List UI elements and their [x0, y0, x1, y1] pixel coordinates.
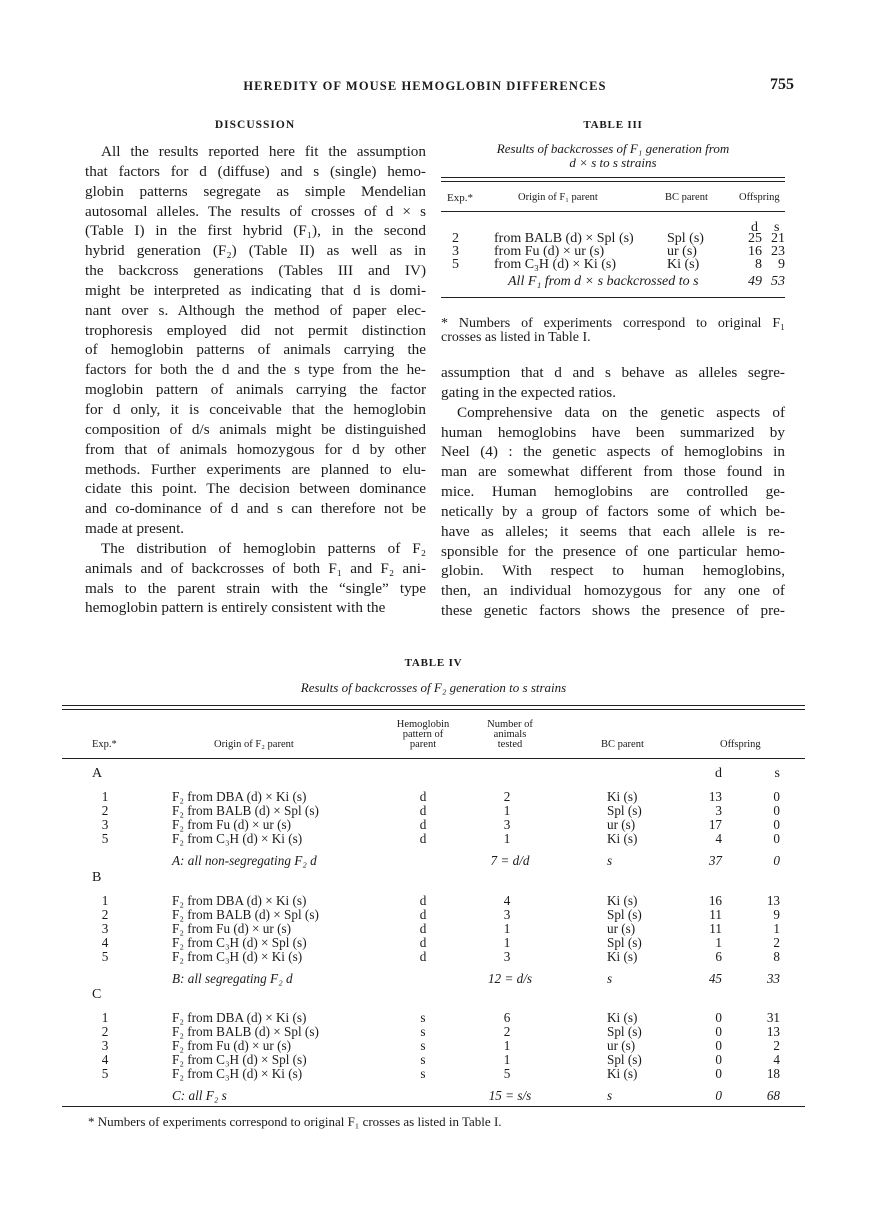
table-iv-pattern: d	[419, 949, 427, 964]
table-iv-summary-label: A: all non-segregating F₂ d	[172, 853, 317, 868]
table-iv-summary-number: 15 = s/s	[488, 1088, 532, 1103]
table-iv-header-pattern-2: pattern of	[402, 729, 444, 740]
section-heading-discussion: DISCUSSION	[214, 119, 296, 131]
table-iv-offspring-s: 0	[773, 789, 780, 804]
table-iv-offspring-s: 4	[773, 1052, 780, 1067]
text-line: and co-dominance of d and s can therefore not be	[85, 500, 426, 518]
table-iii-bottom-rule	[441, 297, 785, 298]
text-line: that factors for d (diffuse) and s (single) hemo-	[85, 162, 426, 180]
table-iv-number: 3	[503, 907, 511, 922]
table-iv-offspring-s: 0	[773, 817, 780, 832]
table-iv-origin: F₂ from Fu (d) × ur (s)	[172, 921, 291, 936]
table-iv-pattern: s	[420, 1038, 426, 1053]
text-line: methods. Further experiments are planned to elu-	[85, 460, 426, 478]
text-line: Comprehensive data on the genetic aspects of	[457, 403, 785, 421]
table-iii-origin: from Fu (d) × ur (s)	[494, 244, 605, 259]
table-iv-origin: F₂ from DBA (d) × Ki (s)	[172, 1010, 307, 1025]
text-line: then, an individual homozygous for any one of	[441, 582, 785, 600]
table-iv-exp: 2	[101, 803, 109, 818]
table-iii-summary-label: All F₁ from d × s backcrossed to s	[508, 274, 699, 289]
table-iv-summary-s: 33	[766, 971, 780, 986]
table-iv-bc-parent: Ki (s)	[607, 1066, 638, 1081]
table-iv-summary-bc: s	[607, 971, 613, 986]
table-iii-header-origin: Origin of F₁ parent	[518, 192, 598, 203]
table-iv-exp: 5	[101, 949, 109, 964]
table-iv-exp: 2	[101, 1024, 109, 1039]
table-iii-top-rule-2	[441, 181, 785, 182]
table-iv-bc-parent: ur (s)	[607, 1038, 636, 1053]
table-iv-summary-s: 68	[766, 1088, 780, 1103]
text-line: hybrid generation (F₂) (Table II) as well as in	[85, 242, 426, 260]
table-iii-summary-d: 49	[748, 274, 762, 289]
text-line: All the results reported here fit the assumption	[101, 143, 426, 160]
text-line: mals to the parent strain with the “single” type	[85, 579, 426, 597]
table-iii-header-exp: Exp.*	[447, 192, 473, 204]
table-iv-number: 5	[503, 1066, 511, 1081]
table-iv-origin: F₂ from BALB (d) × Spl (s)	[172, 1024, 319, 1039]
table-iv-subheader-d: d	[715, 766, 722, 781]
table-iii-subheader-d: d	[751, 220, 758, 235]
table-iii-header-bc: BC parent	[665, 192, 708, 203]
table-iii-title-1: Results of backcrosses of F₁ generation from	[496, 141, 730, 156]
text-line: factors for both the d and the s type from the he-	[85, 361, 426, 379]
table-iv-offspring-s: 2	[773, 935, 780, 950]
table-iv-caption: TABLE IV	[404, 657, 463, 669]
table-iv-header-exp: Exp.*	[92, 739, 117, 750]
table-iv-header-number-2: animals	[493, 729, 527, 740]
table-iv-bc-parent: Spl (s)	[607, 935, 642, 950]
text-line: The distribution of hemoglobin patterns of F₂	[101, 539, 426, 557]
table-iv-pattern: d	[419, 935, 427, 950]
table-iv-offspring-s: 0	[773, 803, 780, 818]
table-iv-exp: 5	[101, 1066, 109, 1081]
table-iii-title-2: d × s to s strains	[569, 155, 657, 170]
table-iii-offspring-d: 25	[748, 231, 762, 246]
table-iv-summary-d: 37	[708, 853, 722, 868]
text-line: of hemoglobin patterns of animals carrying the	[85, 341, 426, 359]
table-iv-bc-parent: Ki (s)	[607, 1010, 638, 1025]
text-line: human hemoglobins have been summarized by	[441, 423, 785, 441]
table-iv-exp: 2	[101, 907, 109, 922]
table-iv-exp: 4	[101, 935, 109, 950]
text-line: (Table I) in the first hybrid (F₁), in the second	[85, 222, 426, 240]
table-iv-bc-parent: Ki (s)	[607, 949, 638, 964]
table-iii-origin: from BALB (d) × Spl (s)	[494, 231, 634, 246]
text-line: the backcross generations (Tables III and IV)	[85, 262, 426, 280]
table-iv-offspring-s: 2	[773, 1038, 780, 1053]
table-iv-number: 1	[503, 1038, 511, 1053]
table-iv-offspring-d: 3	[715, 803, 722, 818]
table-iii-offspring-s: 9	[778, 257, 785, 272]
table-iv-number: 2	[503, 1024, 511, 1039]
text-line: trophoresis employed did not permit distinction	[85, 321, 426, 339]
table-iii-offspring-d: 16	[748, 244, 762, 259]
text-line: netically by a group of factors some of which be-	[441, 502, 785, 520]
text-line: have as alleles; it seems that each allele is re-	[441, 522, 785, 540]
table-iv-pattern: d	[419, 803, 427, 818]
text-line: hemoglobin pattern is entirely consistent with the	[85, 599, 386, 617]
table-iv-number: 3	[503, 817, 511, 832]
table-iii-bc-parent: Spl (s)	[667, 231, 704, 246]
table-iv-offspring-d: 17	[708, 817, 722, 832]
table-iii-bc-parent: ur (s)	[667, 244, 697, 259]
table-iv-origin: F₂ from C₃H (d) × Spl (s)	[172, 935, 307, 950]
table-iv-number: 4	[503, 893, 511, 908]
table-iv-summary-number: 12 = d/s	[487, 971, 533, 986]
table-iv-offspring-d: 4	[715, 831, 722, 846]
table-iii-origin: from C₃H (d) × Ki (s)	[494, 257, 617, 272]
table-iii-header-rule	[441, 211, 785, 212]
table-iii-exp: 5	[452, 257, 459, 272]
table-iv-group-label: A	[92, 766, 103, 781]
text-line: assumption that d and s behave as alleles segre-	[441, 364, 785, 381]
table-iii-subheader-s: s	[774, 220, 780, 235]
running-head: HEREDITY OF MOUSE HEMOGLOBIN DIFFERENCES	[243, 79, 607, 93]
table-iv-group-label: B	[92, 870, 102, 885]
table-iv-pattern: s	[420, 1024, 426, 1039]
text-line: Neel (4) : the genetic aspects of hemoglobins in	[441, 443, 785, 461]
table-iv-header-bc: BC parent	[601, 739, 644, 750]
table-iv-pattern: d	[419, 831, 427, 846]
table-iv-offspring-d: 0	[715, 1052, 722, 1067]
table-iv-offspring-d: 11	[709, 907, 722, 922]
table-iv-origin: F₂ from Fu (d) × ur (s)	[172, 817, 291, 832]
table-iv-origin: F₂ from BALB (d) × Spl (s)	[172, 803, 319, 818]
table-iv-number: 1	[503, 935, 511, 950]
table-iv-header-pattern-3: parent	[409, 739, 437, 750]
table-iii-offspring-s: 21	[771, 231, 785, 246]
table-iv-offspring-d: 6	[715, 949, 722, 964]
table-iii-header-offspring: Offspring	[739, 192, 780, 203]
text-line: nant over s. Although the method of paper elec-	[85, 301, 426, 319]
table-iv-offspring-s: 9	[773, 907, 780, 922]
table-iv-summary-s: 0	[773, 853, 780, 868]
table-iii-offspring-s: 23	[771, 244, 785, 259]
table-iv-offspring-d: 0	[715, 1038, 722, 1053]
text-line: for d only, it is conceivable that the hemoglobin	[85, 400, 426, 418]
text-line: cidate this point. The decision between dominance	[85, 480, 426, 498]
table-iv-bc-parent: Ki (s)	[607, 789, 638, 804]
table-iii-top-rule	[441, 177, 785, 178]
table-iv-origin: F₂ from C₃H (d) × Ki (s)	[172, 949, 303, 964]
table-iv-origin: F₂ from DBA (d) × Ki (s)	[172, 893, 307, 908]
table-iv-number: 1	[503, 831, 511, 846]
discussion-left-column	[85, 142, 426, 618]
table-iv-top-rule-2	[62, 709, 805, 710]
text-line: made at present.	[85, 520, 185, 538]
table-iv-header-offspring: Offspring	[720, 739, 761, 750]
table-iii-footnote-2: crosses as listed in Table I.	[441, 330, 591, 345]
table-iii-footnote-1: * Numbers of experiments correspond to original F₁	[441, 316, 785, 331]
table-iv-origin: F₂ from DBA (d) × Ki (s)	[172, 789, 307, 804]
table-iv-offspring-s: 13	[766, 1024, 780, 1039]
table-iv-offspring-d: 16	[708, 893, 722, 908]
table-iv-number: 1	[503, 803, 511, 818]
table-iv-bc-parent: ur (s)	[607, 921, 636, 936]
text-line: man are somewhat different from those found in	[441, 463, 785, 481]
table-iv-origin: F₂ from C₃H (d) × Ki (s)	[172, 831, 303, 846]
table-iv-origin: F₂ from C₃H (d) × Ki (s)	[172, 1066, 303, 1081]
table-iii-caption: TABLE III	[583, 119, 643, 131]
table-iv-exp: 4	[101, 1052, 109, 1067]
text-line: moglobin pattern of animals carrying the factor	[85, 381, 426, 399]
table-iii-exp: 3	[452, 244, 459, 259]
table-iv-footnote: * Numbers of experiments correspond to original F₁ crosses as listed in Table I.	[88, 1114, 502, 1129]
table-iv-number: 3	[503, 949, 511, 964]
table-iv-pattern: d	[419, 789, 427, 804]
table-iv-exp: 3	[101, 817, 109, 832]
table-iv-title: Results of backcrosses of F₂ generation to s strains	[300, 680, 567, 695]
table-iv-offspring-d: 11	[709, 921, 722, 936]
text-line: these genetic factors shows the presence of pre-	[441, 602, 785, 620]
table-iv-bc-parent: Spl (s)	[607, 907, 642, 922]
table-iv-exp: 5	[101, 831, 109, 846]
table-iii-bc-parent: Ki (s)	[667, 257, 700, 272]
text-line: might be interpreted as indicating that d is domi-	[85, 281, 426, 299]
table-iv-pattern: s	[420, 1010, 426, 1025]
table-iv-origin: F₂ from C₃H (d) × Spl (s)	[172, 1052, 307, 1067]
table-iv-bc-parent: Spl (s)	[607, 1052, 642, 1067]
table-iv-offspring-s: 0	[773, 831, 780, 846]
text-line: animals and of backcrosses of both F₁ and F₂ ani-	[85, 559, 426, 577]
table-iv-summary-label: B: all segregating F₂ d	[172, 971, 293, 986]
table-iv-header-number-3: tested	[497, 739, 523, 750]
table-iv-number: 6	[503, 1010, 511, 1025]
text-line: mice. Human hemoglobins are controlled ge-	[441, 483, 785, 501]
table-iv-number: 1	[503, 1052, 511, 1067]
table-iv-offspring-d: 13	[708, 789, 722, 804]
table-iii-summary-s: 53	[771, 274, 785, 289]
table-iii-offspring-d: 8	[755, 257, 762, 272]
page-number: 755	[770, 76, 794, 93]
table-iv-offspring-s: 18	[766, 1066, 780, 1081]
table-iv-header-pattern-1: Hemoglobin	[396, 719, 450, 730]
table-iv-pattern: d	[419, 817, 427, 832]
text-line: autosomal alleles. The results of crosses of d × s	[85, 202, 426, 220]
table-iv-offspring-d: 0	[715, 1024, 722, 1039]
table-iv-pattern: d	[419, 907, 427, 922]
table-iv-pattern: d	[419, 921, 427, 936]
table-iv-pattern: d	[419, 893, 427, 908]
table-iv-summary-label: C: all F₂ s	[172, 1088, 227, 1103]
table-iv-header-number-1: Number of	[487, 719, 533, 730]
table-iv-offspring-d: 0	[715, 1010, 722, 1025]
table-iv-offspring-d: 0	[715, 1066, 722, 1081]
table-iv-bc-parent: Spl (s)	[607, 803, 642, 818]
discussion-right-column	[441, 363, 785, 621]
table-iv-offspring-s: 8	[773, 949, 780, 964]
text-line: sponsible for the presence of one particular hemo-	[441, 542, 785, 560]
table-iv-offspring-d: 1	[715, 935, 722, 950]
table-iv-exp: 3	[101, 921, 109, 936]
text-line: gating in the expected ratios.	[441, 383, 617, 401]
table-iv-offspring-s: 31	[766, 1010, 780, 1025]
table-iv-subheader-s: s	[774, 766, 780, 781]
table-iv-number: 2	[503, 789, 511, 804]
table-iv-origin: F₂ from BALB (d) × Spl (s)	[172, 907, 319, 922]
table-iv-offspring-s: 13	[766, 893, 780, 908]
table-iv-header-origin: Origin of F₂ parent	[214, 739, 294, 750]
table-iv-group-label: C	[92, 987, 102, 1002]
table-iii-exp: 2	[452, 231, 459, 246]
table-iv-exp: 3	[101, 1038, 109, 1053]
table-iv-pattern: s	[420, 1066, 426, 1081]
table-iv-exp: 1	[101, 893, 109, 908]
table-iv-origin: F₂ from Fu (d) × ur (s)	[172, 1038, 291, 1053]
table-iv-pattern: s	[420, 1052, 426, 1067]
table-iv-summary-bc: s	[607, 853, 613, 868]
table-iv-bc-parent: Spl (s)	[607, 1024, 642, 1039]
table-iv-summary-d: 45	[708, 971, 722, 986]
table-iv-offspring-s: 1	[773, 921, 780, 936]
text-line: globin patterns segregate as simple Mendelian	[85, 182, 426, 200]
table-iv-exp: 1	[101, 1010, 109, 1025]
table-iv-number: 1	[503, 921, 511, 936]
table-iv-summary-number: 7 = d/d	[490, 853, 530, 868]
text-line: composition of d/s animals might be distinguished	[85, 420, 426, 438]
table-iv-bc-parent: Ki (s)	[607, 893, 638, 908]
table-iv-summary-bc: s	[607, 1088, 613, 1103]
table-iv-exp: 1	[101, 789, 109, 804]
table-iv-bottom-rule	[62, 1106, 805, 1107]
table-iv-summary-d: 0	[715, 1088, 722, 1103]
text-line: globin. With respect to human hemoglobins,	[441, 562, 785, 580]
text-line: from that of animals homozygous for d by other	[85, 440, 426, 458]
table-iv-top-rule	[62, 705, 805, 706]
table-iv-bc-parent: Ki (s)	[607, 831, 638, 846]
table-iv-header-rule	[62, 758, 805, 759]
table-iv-bc-parent: ur (s)	[607, 817, 636, 832]
